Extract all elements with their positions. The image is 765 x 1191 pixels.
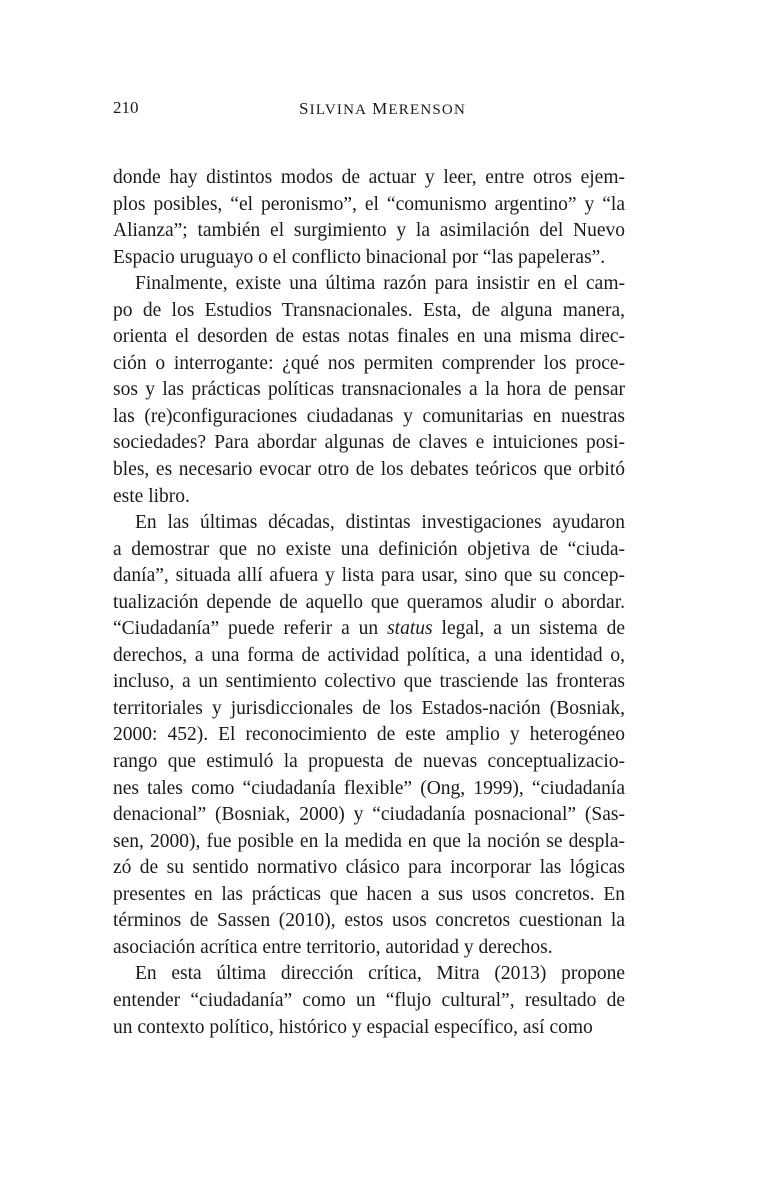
text-fragment: “Ciudadanía” puede referir a un xyxy=(113,618,388,640)
text-line: territoriales y jurisdiccionales de los Estados-nación (Bosniak, xyxy=(113,697,625,719)
text-fragment: legal, a un sistema de xyxy=(432,618,625,640)
text-line: po de los Estudios Transnacionales. Esta, de alguna manera, xyxy=(113,299,625,321)
text-line: orienta el desorden de estas notas finales en una misma direc- xyxy=(113,326,625,348)
text-line: En esta última dirección crítica, Mitra (2013) propone xyxy=(135,963,625,985)
text-line: sen, 2000), fue posible en la medida en que la noción se despla- xyxy=(113,830,625,852)
text-line: incluso, a un sentimiento colectivo que trasciende las fronteras xyxy=(113,671,625,693)
text-line: entender “ciudadanía” como un “flujo cultural”, resultado de xyxy=(113,989,625,1011)
author-first-initial: S xyxy=(299,99,310,118)
text-line: Finalmente, existe una última razón para insistir en el cam- xyxy=(135,273,625,295)
text-line: derechos, a una forma de actividad política, a una identidad o, xyxy=(113,644,625,666)
text-line: sos y las prácticas políticas transnacionales a la hora de pensar xyxy=(113,379,625,401)
text-line: términos de Sassen (2010), estos usos concretos cuestionan la xyxy=(113,910,625,932)
text-line: donde hay distintos modos de actuar y leer, entre otros ejem- xyxy=(113,167,625,188)
body-text xyxy=(113,165,625,1041)
text-line: asociación acrítica entre territorio, autoridad y derechos. xyxy=(113,936,553,958)
text-line: tualización depende de aquello que queramos aludir o abordar. xyxy=(113,591,625,613)
text-line: Espacio uruguayo o el conflicto binacional por “las papeleras”. xyxy=(113,246,606,268)
author-last-initial: M xyxy=(372,99,389,118)
author-last-name: ERENSON xyxy=(388,102,466,118)
text-line: zó de su sentido normativo clásico para incorporar las lógicas xyxy=(113,857,625,879)
text-line: presentes en las prácticas que hacen a sus usos concretos. En xyxy=(113,883,625,905)
page-number: 210 xyxy=(113,98,139,117)
text-line xyxy=(113,616,625,643)
text-line: ción o interrogante: ¿qué nos permiten comprender los proce- xyxy=(113,352,625,374)
text-line: danía”, situada allí afuera y lista para usar, sino que su concep- xyxy=(113,565,625,587)
text-line: En las últimas décadas, distintas investigaciones ayudaron xyxy=(135,512,625,534)
italic-term: status xyxy=(387,618,433,640)
text-line: Alianza”; también el surgimiento y la asimilación del Nuevo xyxy=(113,220,625,242)
running-head-author xyxy=(0,99,765,120)
text-line: sociedades? Para abordar algunas de claves e intuiciones posi- xyxy=(113,432,625,454)
text-line: las (re)configuraciones ciudadanas y comunitarias en nuestras xyxy=(113,405,625,427)
text-line: este libro. xyxy=(113,485,190,507)
text-line: denacional” (Bosniak, 2000) y “ciudadanía posnacional” (Sas- xyxy=(113,804,625,826)
text-line: 2000: 452). El reconocimiento de este amplio y heterogéneo xyxy=(113,724,625,746)
text-line: plos posibles, “el peronismo”, el “comunismo argentino” y “la xyxy=(113,193,625,215)
text-line: un contexto político, histórico y espacial específico, así como xyxy=(113,1016,593,1038)
text-line: rango que estimuló la propuesta de nuevas conceptualizacio- xyxy=(113,751,625,773)
text-line: a demostrar que no existe una definición objetiva de “ciuda- xyxy=(113,538,625,560)
text-line: nes tales como “ciudadanía flexible” (Ong, 1999), “ciudadanía xyxy=(113,777,625,799)
text-line: bles, es necesario evocar otro de los debates teóricos que orbitó xyxy=(113,459,625,481)
author-first-name: ILVINA xyxy=(309,102,368,118)
